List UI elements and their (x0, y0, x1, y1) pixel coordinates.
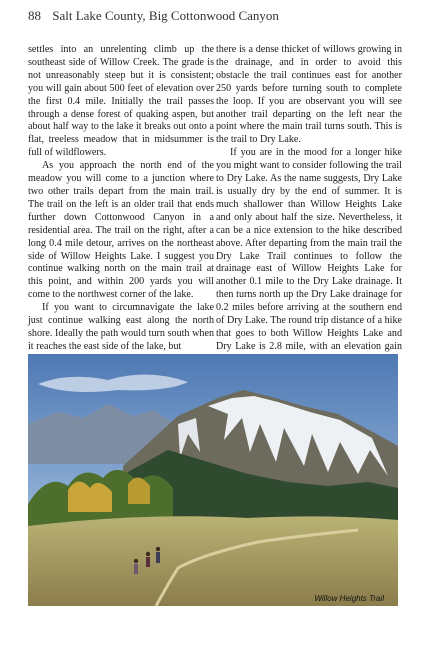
left-text-column (28, 44, 214, 354)
page-number: 88 (28, 8, 41, 23)
trail-photo (28, 354, 398, 606)
paragraph: As you approach the north end of the meadow you will come to a junction where two other trails depart from the main trail. The trail on the left is an older trail that ends further down Cottonwood Canyon in a residential area. The trail on the right, after a long 0.4 mile detour, arrives on the northeast side of Willow Heights Lake. I suggest you continue walking north on the main trail at this point, and within 200 yards you will come to the northwest corner of the lake. (28, 160, 214, 301)
running-header (28, 8, 408, 24)
meadow (28, 516, 398, 606)
photo-caption: Willow Heights Trail (314, 594, 384, 603)
paragraph: settles into an unrelenting climb up the southeast side of Willow Creek. The grade is not unreasonably steep but it is consistent; you will gain about 500 feet of elevation over the first 0.4 mile. Initially the trail passes through a dense forest of quaking aspen, but about half way to the lake it breaks out onto a flat, treeless meadow that in midsummer is full of wildflowers. (28, 44, 214, 159)
paragraph: If you want to circumnavigate the lake just continue walking east along the north shore. Ideally the path would turn south when it reaches the east side of the lake, but (28, 302, 214, 352)
right-text-column (216, 44, 402, 367)
landscape-illustration (28, 354, 398, 606)
paragraph: If you are in the mood for a longer hike you might want to consider following the trail to Dry Lake. As the name suggests, Dry Lake is usually dry by the end of summer. It is much shallower than Willow Heights Lake and only about half the size. Nevertheless, it can be a nice extension to the hike described above. After departing from the main trail the Dry Lake Trail continues to follow the drainage east of Willow Heights Lake for another 0.1 mile to the Dry Lake drainage. It then turns north up the Dry Lake drainage for 0.2 miles before arriving at the southern end of Dry Lake. The round trip distance of a hike that goes to both Willow Heights Lake and Dry Lake is 2.8 mile, with an elevation gain (216, 147, 402, 352)
running-title: Salt Lake County, Big Cottonwood Canyon (52, 8, 279, 23)
paragraph: there is a dense thicket of willows growing in the drainage, and in order to avoid this obstacle the trail continues east for another 250 yards before turning south to complete the loop. If you are observant you will see another trail departing on the left near the point where the main trail turns south. This is the trail to Dry Lake. (216, 44, 402, 146)
